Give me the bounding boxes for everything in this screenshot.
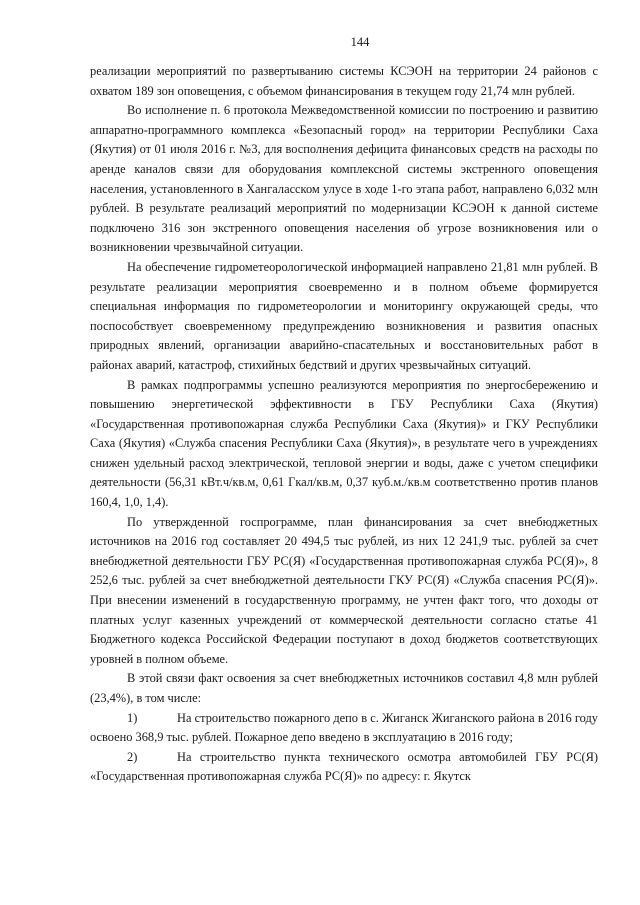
page-number: 144 — [350, 35, 370, 49]
paragraph-extrabudgetary-fact: В этой связи факт освоения за счет внебюджетных источников составил 4,8 млн рублей (23,4%), в том числе: — [90, 671, 598, 705]
paragraph-continuation: реализации мероприятий по развертыванию системы КСЭОН на территории 24 районов с охватом 189 зон оповещения, с объемом финансирования в текущем году 21,74 млн рублей. — [90, 64, 598, 98]
list-item-number: 1) — [127, 710, 138, 725]
list-item-text: На строительство пункта технического осмотра автомобилей ГБУ РС(Я) «Государственная противопожарная служба РС(Я)» по адресу: г. Якутск — [90, 749, 598, 784]
paragraph-energy-saving: В рамках подпрограммы успешно реализуются мероприятия по энергосбережению и повышению энергетической эффективности в ГБУ Республики Саха (Якутия) «Государственная противопожарная служба Республики Саха (Якутия)» и ГКУ Республики Саха (Якутия) «Служба спасения Республики Саха (Якутия)», в результате чего в учреждениях снижен удельный расход электрической, тепловой энергии и воды, даже с учетом специфики деятельности (56,31 кВт.ч/кв.м, 0,61 Гкал/кв.м, 0,37 куб.м./кв.м соответственно против планов 160,4, 1,0, 1,4). — [90, 377, 598, 510]
paragraph-protocol-execution: Во исполнение п. 6 протокола Межведомственной комиссии по построению и развитию аппаратно-программного комплекса «Безопасный город» на территории Республики Саха (Якутия) от 01 июля 2016 г. №3, для восполнения дефицита финансовых средств на расходы по аренде каналов связи для оборудования комплексной системы экстренного оповещения населения, установленного в Хангаласском улусе в ходе 1-го этапа работ, направлено 6,032 млн рублей. В результате реализаций мероприятий по модернизации КСЭОН к данной системе подключено 316 зон экстренного оповещения населения об угрозе возникновения или о возникновении чрезвычайной ситуации. — [90, 103, 598, 255]
list-item-text: На строительство пожарного депо в с. Жиганск Жиганского района в 2016 году освоено 368,9 тыс. рублей. Пожарное депо введено в эксплуатацию в 2016 году; — [90, 710, 598, 745]
list-item — [90, 709, 598, 748]
paragraph-extrabudgetary-plan: По утвержденной госпрограмме, план финансирования за счет внебюджетных источников на 2016 год составляет 20 494,5 тыс рублей, из них 12 241,9 тыс. рублей за счет внебюджетной деятельности ГБУ РС(Я) «Государственная противопожарная служба РС(Я)», 8 252,6 тыс. рублей за счет внебюджетной деятельности ГКУ РС(Я) «Служба спасения РС(Я)». При внесении изменений в государственную программу, не учтен факт того, что доходы от платных услуг казенных учреждений от коммерческой деятельности согласно статье 41 Бюджетного кодекса Российской Федерации поступают в доход бюджетов соответствующих уровней в полном объеме. — [90, 514, 598, 666]
paragraph-hydrometeorology: На обеспечение гидрометеорологической информацией направлено 21,81 млн рублей. В результате реализации мероприятия своевременно и в полном объеме формируется специальная информация по гидрометеорологии и мониторингу окружающей среды, что поспособствует своевременному предупреждению возникновения и развития опасных природных явлений, организации аварийно-спасательных и восстановительных работ в районах аварий, катастроф, стихийных бедствий и других чрезвычайных ситуаций. — [90, 259, 598, 372]
list-item — [90, 748, 598, 787]
document-body — [90, 62, 598, 787]
list-item-number: 2) — [127, 749, 138, 764]
